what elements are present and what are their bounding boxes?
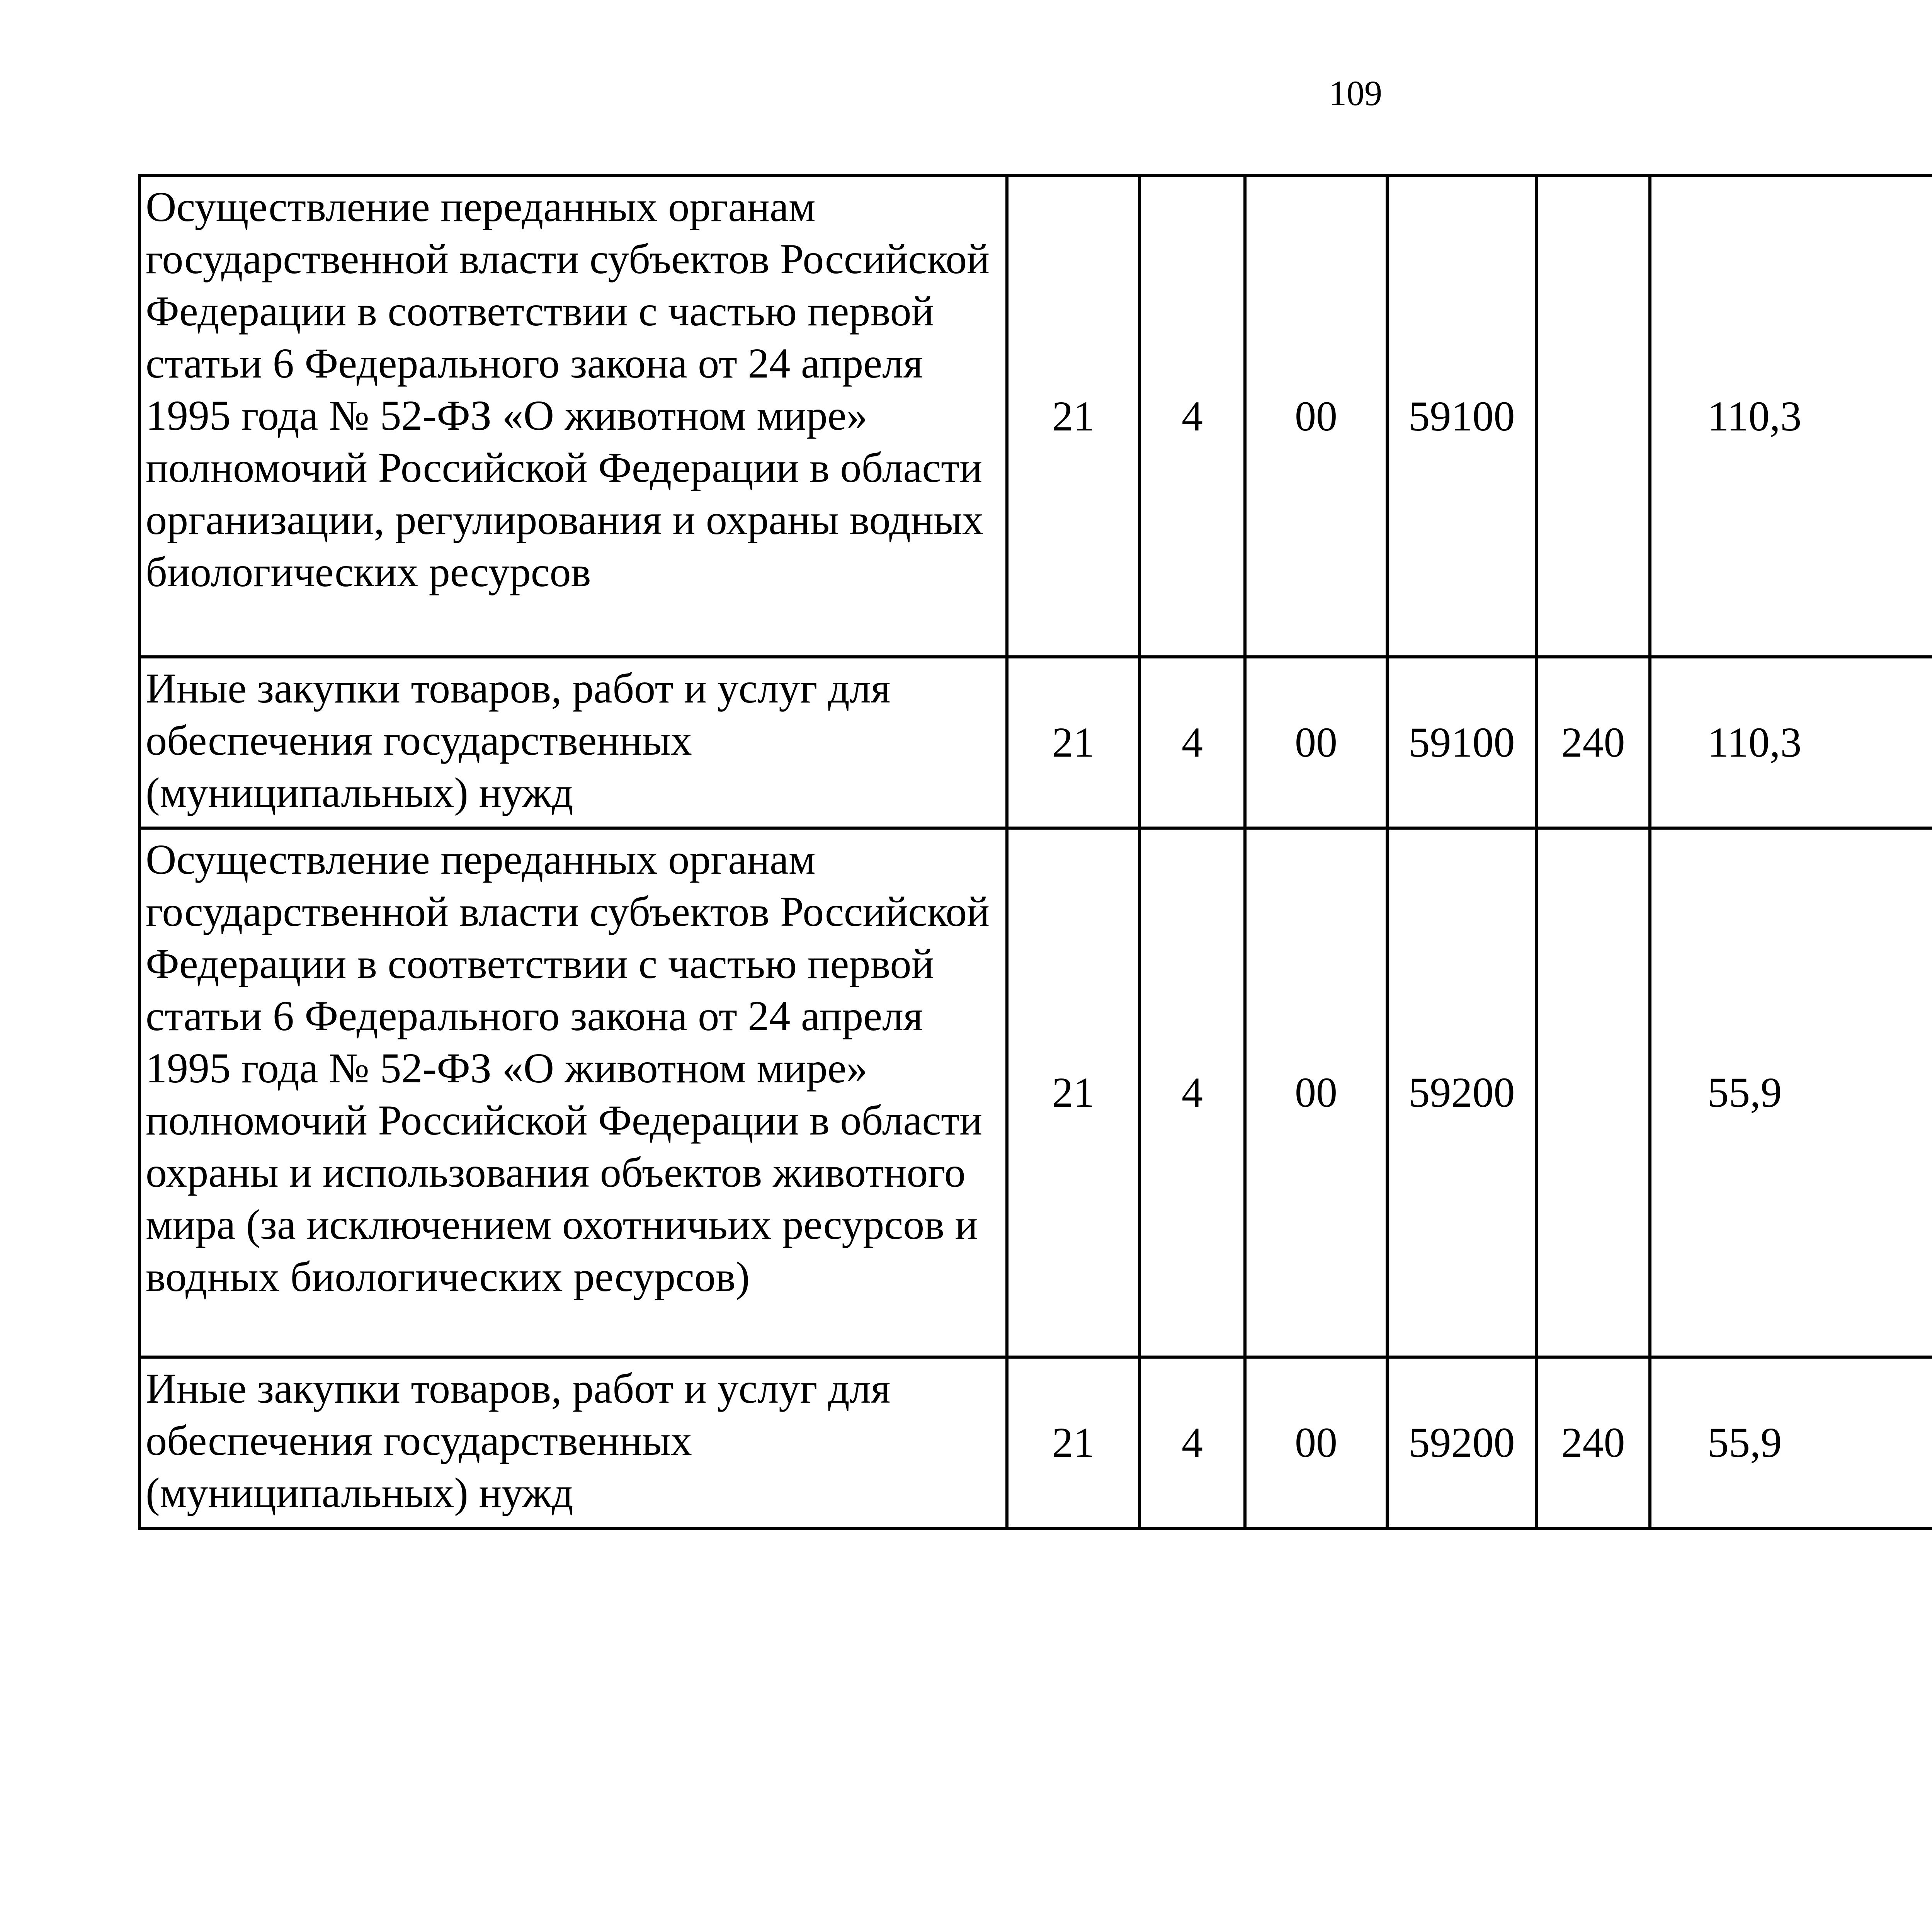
code-cell: 00: [1245, 1357, 1387, 1528]
code-cell: 00: [1245, 175, 1387, 657]
row-description: Иные закупки товаров, работ и услуг для обеспечения государственных (муниципальных) нужд: [139, 1357, 1007, 1528]
code-cell: 21: [1007, 828, 1139, 1357]
amount-cell: 55,9: [1650, 1357, 1932, 1528]
row-description: Иные закупки товаров, работ и услуг для обеспечения государственных (муниципальных) нужд: [139, 657, 1007, 828]
expense-type-cell: 240: [1536, 1357, 1650, 1528]
row-description: Осуществление переданных органам государственной власти субъектов Российской Федерации в соответствии с частью первой статьи 6 Федерального закона от 24 апреля 1995 года № 52-ФЗ «О животном мире» полномочий Российской Федерации в области охраны и использования объектов животного мира (за исключением охотничьих ресурсов и водных биологических ресурсов): [139, 828, 1007, 1357]
code-cell: 59200: [1387, 828, 1536, 1357]
amount-cell: 110,3: [1650, 657, 1932, 828]
code-cell: 00: [1245, 657, 1387, 828]
expense-type-cell: [1536, 175, 1650, 657]
page-number: 109: [1329, 73, 1382, 113]
table-row: [139, 828, 1932, 1357]
amount-cell: 110,3: [1650, 175, 1932, 657]
code-cell: 59100: [1387, 175, 1536, 657]
expense-type-cell: [1536, 828, 1650, 1357]
budget-table: [138, 174, 1932, 1530]
expense-type-cell: 240: [1536, 657, 1650, 828]
amount-cell: 55,9: [1650, 828, 1932, 1357]
code-cell: 4: [1139, 1357, 1245, 1528]
code-cell: 4: [1139, 828, 1245, 1357]
table-row: [139, 175, 1932, 657]
code-cell: 00: [1245, 828, 1387, 1357]
code-cell: 59200: [1387, 1357, 1536, 1528]
table-row: [139, 657, 1932, 828]
code-cell: 21: [1007, 1357, 1139, 1528]
code-cell: 21: [1007, 657, 1139, 828]
code-cell: 4: [1139, 657, 1245, 828]
code-cell: 4: [1139, 175, 1245, 657]
code-cell: 21: [1007, 175, 1139, 657]
table-row: [139, 1357, 1932, 1528]
row-description: Осуществление переданных органам государственной власти субъектов Российской Федерации в соответствии с частью первой статьи 6 Федерального закона от 24 апреля 1995 года № 52-ФЗ «О животном мире» полномочий Российской Федерации в области организации, регулирования и охраны водных биологических ресурсов: [139, 175, 1007, 657]
code-cell: 59100: [1387, 657, 1536, 828]
